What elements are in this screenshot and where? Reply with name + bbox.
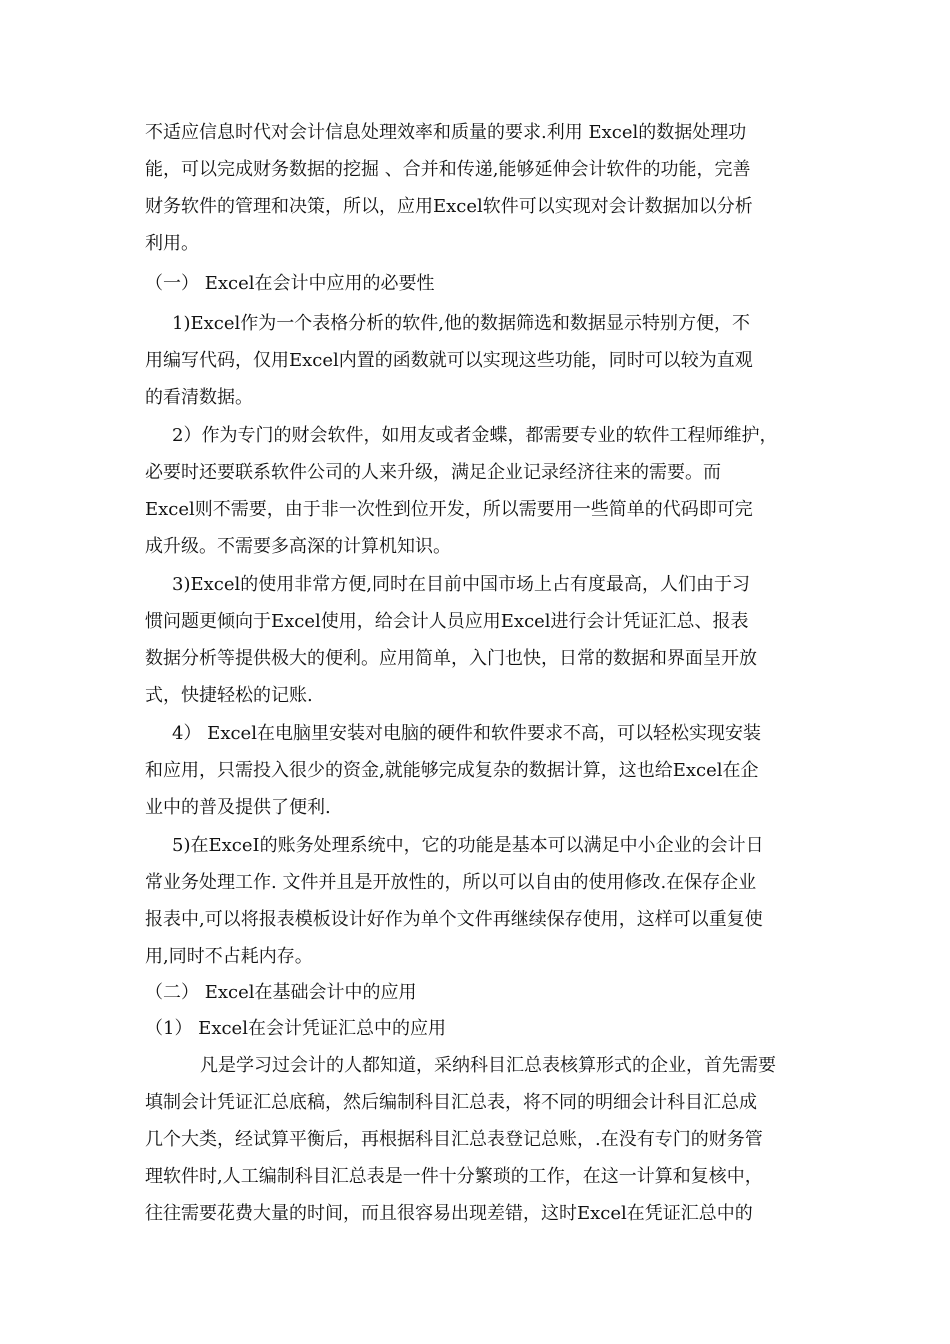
text-line: 理软件时,人工编制科目汇总表是一件十分繁琐的工作，在这一计算和复核中，	[145, 1166, 763, 1187]
section-heading: （二） Excel在基础会计中的应用	[145, 982, 417, 1003]
text-line: 和应用，只需投入很少的资金,就能够完成复杂的数据计算，这也给Excel在企	[145, 760, 759, 781]
text-line: 4） Excel在电脑里安装对电脑的硬件和软件要求不高，可以轻松实现安装	[172, 723, 761, 744]
text-line: 利用。	[145, 233, 199, 254]
section-heading: （一） Excel在会计中应用的必要性	[145, 273, 435, 294]
text-line: 必要时还要联系软件公司的人来升级，满足企业记录经济往来的需要。而	[145, 462, 721, 483]
text-line: 凡是学习过会计的人都知道，采纳科目汇总表核算形式的企业，首先需要	[200, 1055, 776, 1076]
text-line: 3)Excel的使用非常方便,同时在目前中国市场上占有度最高，人们由于习	[172, 574, 750, 595]
text-line: 往往需要花费大量的时间，而且很容易出现差错，这时Excel在凭证汇总中的	[145, 1203, 753, 1224]
text-line: 填制会计凭证汇总底稿，然后编制科目汇总表，将不同的明细会计科目汇总成	[145, 1092, 757, 1113]
text-line: 用,同时不占耗内存。	[145, 946, 313, 967]
text-line: 式，快捷轻松的记账.	[145, 685, 313, 706]
text-line: 1)Excel作为一个表格分析的软件,他的数据筛选和数据显示特别方便，不	[172, 313, 750, 334]
text-line: 不适应信息时代对会计信息处理效率和质量的要求.利用 Excel的数据处理功	[145, 122, 747, 143]
text-line: 2）作为专门的财会软件，如用友或者金蝶，都需要专业的软件工程师维护，	[172, 425, 778, 446]
text-line: Excel则不需要，由于非一次性到位开发，所以需要用一些简单的代码即可完	[145, 499, 753, 520]
text-line: 成升级。不需要多高深的计算机知识。	[145, 536, 451, 557]
text-line: 惯问题更倾向于Excel使用，给会计人员应用Excel进行会计凭证汇总、报表	[145, 611, 749, 632]
text-line: 几个大类，经试算平衡后，再根据科目汇总表登记总账，.在没有专门的财务管	[145, 1129, 763, 1150]
text-line: 财务软件的管理和决策，所以，应用Excel软件可以实现对会计数据加以分析	[145, 196, 753, 217]
text-line: 的看清数据。	[145, 387, 253, 408]
text-line: 报表中,可以将报表模板设计好作为单个文件再继续保存使用，这样可以重复使	[145, 909, 763, 930]
text-line: 能，可以完成财务数据的挖掘 、合并和传递,能够延伸会计软件的功能，完善	[145, 159, 751, 180]
subsection-heading: （1） Excel在会计凭证汇总中的应用	[145, 1018, 446, 1039]
text-line: 常业务处理工作. 文件并且是开放性的，所以可以自由的使用修改.在保存企业	[145, 872, 757, 893]
text-line: 用编写代码，仅用Excel内置的函数就可以实现这些功能，同时可以较为直观	[145, 350, 753, 371]
text-line: 数据分析等提供极大的便利。应用简单，入门也快，日常的数据和界面呈开放	[145, 648, 757, 669]
text-line: 5)在ExceI的账务处理系统中，它的功能是基本可以满足中小企业的会计日	[172, 835, 764, 856]
text-line: 业中的普及提供了便利.	[145, 797, 331, 818]
